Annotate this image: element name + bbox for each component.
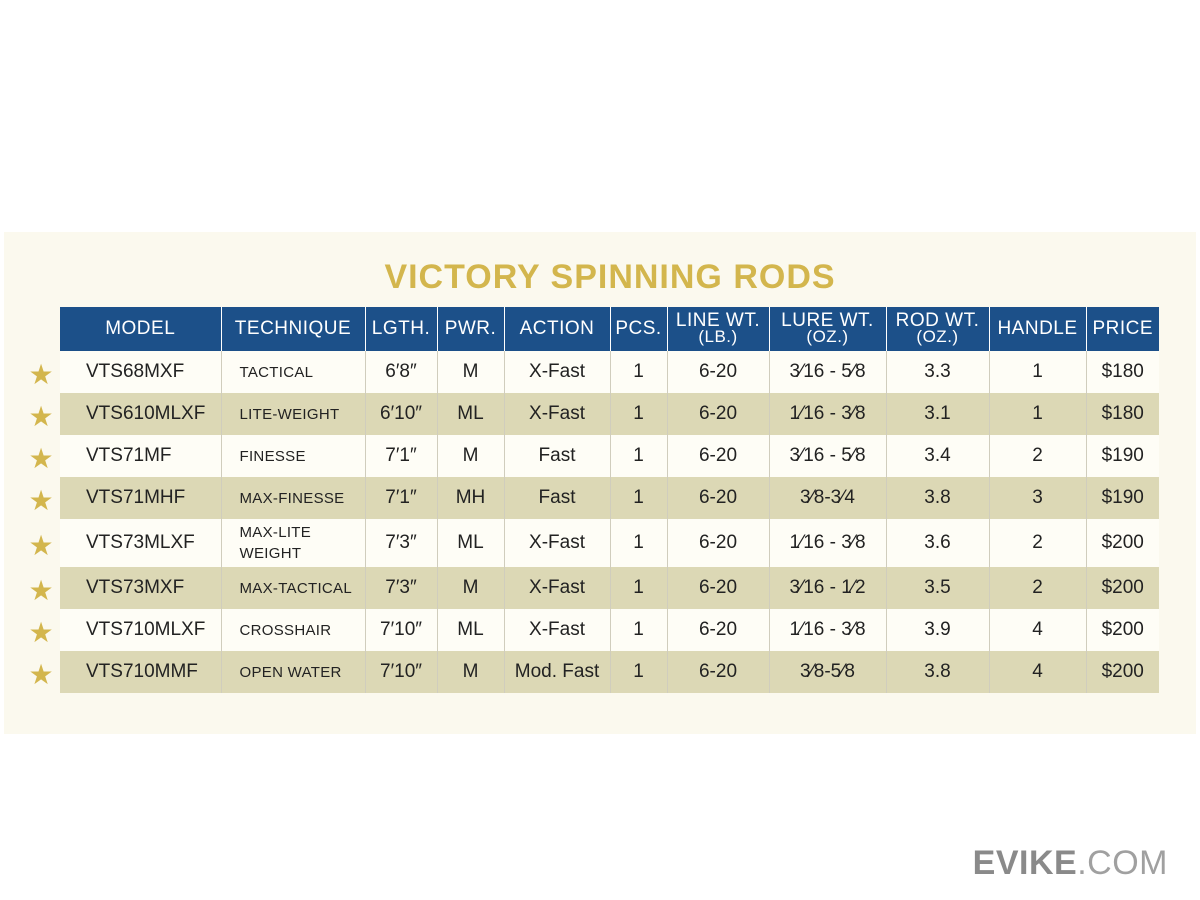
- cell-price: $180: [1086, 351, 1159, 393]
- cell-price: $200: [1086, 609, 1159, 651]
- line-wt-label: LINE WT.: [675, 310, 761, 331]
- cell-line-wt: 6-20: [667, 519, 769, 567]
- cell-technique: CROSSHAIR: [221, 609, 365, 651]
- cell-action: X-Fast: [504, 519, 610, 567]
- cell-power: ML: [437, 609, 504, 651]
- cell-power: ML: [437, 519, 504, 567]
- column-header-handle: HANDLE: [989, 307, 1086, 351]
- cell-technique: LITE-WEIGHT: [221, 393, 365, 435]
- cell-action: X-Fast: [504, 393, 610, 435]
- cell-lure-wt: 3⁄8-3⁄4: [769, 477, 886, 519]
- rod-wt-unit: (OZ.): [916, 327, 959, 346]
- cell-pieces: 1: [610, 609, 667, 651]
- cell-action: X-Fast: [504, 609, 610, 651]
- cell-pieces: 1: [610, 477, 667, 519]
- cell-technique: FINESSE: [221, 435, 365, 477]
- cell-length: 7′1″: [365, 477, 437, 519]
- cell-lure-wt: 1⁄16 - 3⁄8: [769, 609, 886, 651]
- cell-rod-wt: 3.5: [886, 567, 989, 609]
- table-row: [60, 393, 1159, 435]
- cell-price: $190: [1086, 435, 1159, 477]
- cell-power: M: [437, 351, 504, 393]
- cell-rod-wt: 3.4: [886, 435, 989, 477]
- star-icon: ★: [28, 659, 54, 690]
- cell-length: 7′1″: [365, 435, 437, 477]
- cell-rod-wt: 3.1: [886, 393, 989, 435]
- cell-lure-wt: 3⁄16 - 1⁄2: [769, 567, 886, 609]
- cell-model: VTS710MLXF: [60, 609, 221, 651]
- cell-pieces: 1: [610, 651, 667, 693]
- table-row: [60, 651, 1159, 693]
- cell-rod-wt: 3.6: [886, 519, 989, 567]
- cell-model: VTS73MLXF: [60, 519, 221, 567]
- cell-price: $200: [1086, 519, 1159, 567]
- star-icon: ★: [28, 359, 54, 390]
- star-icon: ★: [28, 485, 54, 516]
- brand-watermark: [973, 844, 1168, 883]
- cell-model: VTS710MMF: [60, 651, 221, 693]
- table-row: [60, 435, 1159, 477]
- cell-length: 7′10″: [365, 609, 437, 651]
- cell-pieces: 1: [610, 351, 667, 393]
- brand-suffix: .COM: [1077, 844, 1168, 882]
- cell-lure-wt: 1⁄16 - 3⁄8: [769, 393, 886, 435]
- table-row: [60, 351, 1159, 393]
- table-row: [60, 609, 1159, 651]
- column-header-line-wt: [667, 307, 769, 351]
- cell-rod-wt: 3.3: [886, 351, 989, 393]
- cell-lure-wt: 1⁄16 - 3⁄8: [769, 519, 886, 567]
- cell-lure-wt: 3⁄16 - 5⁄8: [769, 435, 886, 477]
- column-header-rod-wt: [886, 307, 989, 351]
- column-header-pieces: PCS.: [610, 307, 667, 351]
- cell-technique: MAX-TACTICAL: [221, 567, 365, 609]
- star-icon: ★: [28, 530, 54, 561]
- column-header-price: PRICE: [1086, 307, 1159, 351]
- cell-handle: 3: [989, 477, 1086, 519]
- cell-line-wt: 6-20: [667, 567, 769, 609]
- page-title: VICTORY SPINNING RODS: [384, 258, 836, 296]
- cell-power: ML: [437, 393, 504, 435]
- cell-line-wt: 6-20: [667, 393, 769, 435]
- cell-handle: 4: [989, 609, 1086, 651]
- lure-wt-label: LURE WT.: [781, 310, 874, 331]
- table-header-row: [60, 307, 1159, 351]
- column-header-model: MODEL: [60, 307, 221, 351]
- cell-length: 7′3″: [365, 519, 437, 567]
- star-icon: ★: [28, 575, 54, 606]
- cell-technique: OPEN WATER: [221, 651, 365, 693]
- brand-bold: EVIKE: [972, 844, 1078, 882]
- cell-model: VTS73MXF: [60, 567, 221, 609]
- cell-action: X-Fast: [504, 351, 610, 393]
- cell-action: Fast: [504, 435, 610, 477]
- table-row: [60, 477, 1159, 519]
- cell-handle: 2: [989, 567, 1086, 609]
- cell-power: M: [437, 435, 504, 477]
- cell-length: 7′10″: [365, 651, 437, 693]
- star-icon: ★: [28, 443, 54, 474]
- cell-model: VTS610MLXF: [60, 393, 221, 435]
- cell-price: $190: [1086, 477, 1159, 519]
- star-icon: ★: [28, 401, 54, 432]
- cell-line-wt: 6-20: [667, 609, 769, 651]
- column-header-lure-wt: [769, 307, 886, 351]
- cell-power: M: [437, 567, 504, 609]
- cell-length: 6′8″: [365, 351, 437, 393]
- table-row: [60, 567, 1159, 609]
- cell-length: 7′3″: [365, 567, 437, 609]
- line-wt-unit: (LB.): [698, 327, 738, 346]
- column-header-technique: TECHNIQUE: [221, 307, 365, 351]
- cell-action: X-Fast: [504, 567, 610, 609]
- cell-action: Mod. Fast: [504, 651, 610, 693]
- star-icon: ★: [28, 617, 54, 648]
- cell-lure-wt: 3⁄16 - 5⁄8: [769, 351, 886, 393]
- column-header-action: ACTION: [504, 307, 610, 351]
- specs-table: [60, 307, 1159, 693]
- cell-pieces: 1: [610, 567, 667, 609]
- cell-length: 6′10″: [365, 393, 437, 435]
- cell-handle: 4: [989, 651, 1086, 693]
- cell-model: VTS71MHF: [60, 477, 221, 519]
- cell-model: VTS68MXF: [60, 351, 221, 393]
- cell-pieces: 1: [610, 393, 667, 435]
- cell-price: $200: [1086, 567, 1159, 609]
- cell-line-wt: 6-20: [667, 351, 769, 393]
- column-header-power: PWR.: [437, 307, 504, 351]
- lure-wt-unit: (OZ.): [806, 327, 849, 346]
- rod-wt-label: ROD WT.: [895, 310, 980, 331]
- column-header-length: LGTH.: [365, 307, 437, 351]
- cell-model: VTS71MF: [60, 435, 221, 477]
- cell-price: $180: [1086, 393, 1159, 435]
- cell-technique: MAX-FINESSE: [221, 477, 365, 519]
- cell-handle: 2: [989, 435, 1086, 477]
- cell-power: MH: [437, 477, 504, 519]
- cell-handle: 2: [989, 519, 1086, 567]
- cell-handle: 1: [989, 351, 1086, 393]
- cell-pieces: 1: [610, 519, 667, 567]
- cell-technique: MAX-LITE WEIGHT: [221, 519, 365, 567]
- cell-power: M: [437, 651, 504, 693]
- cell-lure-wt: 3⁄8-5⁄8: [769, 651, 886, 693]
- cell-action: Fast: [504, 477, 610, 519]
- cell-technique: TACTICAL: [221, 351, 365, 393]
- cell-pieces: 1: [610, 435, 667, 477]
- cell-line-wt: 6-20: [667, 435, 769, 477]
- cell-price: $200: [1086, 651, 1159, 693]
- cell-line-wt: 6-20: [667, 651, 769, 693]
- table-row: [60, 519, 1159, 567]
- cell-handle: 1: [989, 393, 1086, 435]
- cell-rod-wt: 3.9: [886, 609, 989, 651]
- cell-line-wt: 6-20: [667, 477, 769, 519]
- cell-rod-wt: 3.8: [886, 651, 989, 693]
- cell-rod-wt: 3.8: [886, 477, 989, 519]
